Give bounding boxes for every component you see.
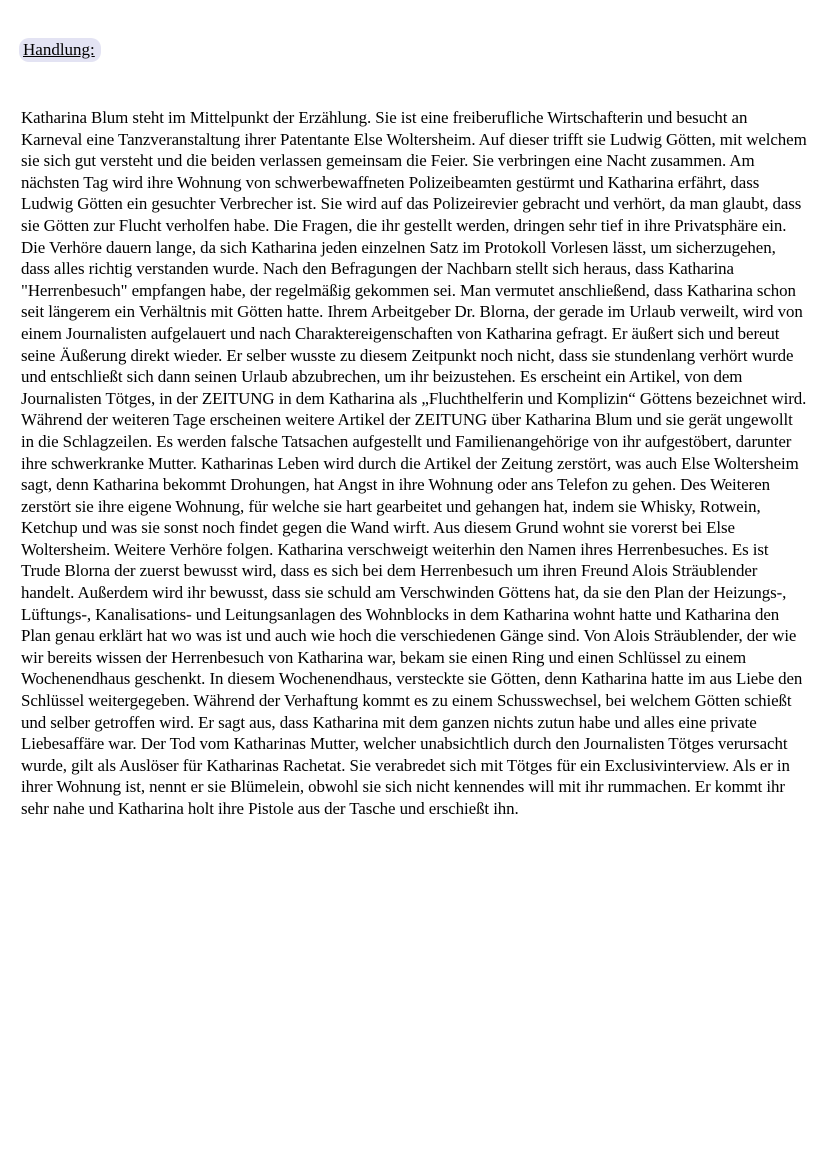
plot-summary-paragraph: Katharina Blum steht im Mittelpunkt der Erzählung. Sie ist eine freiberufliche Wirtschafterin und besucht an Karneval eine Tanzveranstaltung ihrer Patentante Else Woltersheim. Auf dieser trifft sie Ludwig Götten, mit welchem sie sich gut versteht und die beiden verlassen gemeinsam die Feier. Sie verbringen eine Nacht zusammen. Am nächsten Tag wird ihre Wohnung von schwerbewaffneten Polizeibeamten gestürmt und Katharina erfährt, dass Ludwig Götten ein gesuchter Verbrecher ist. Sie wird auf das Polizeirevier gebracht und verhört, da man glaubt, dass sie Götten zur Flucht verholfen habe. Die Fragen, die ihr gestellt werden, dringen sehr tief in ihre Privatsphäre ein. Die Verhöre dauern lange, da sich Katharina jeden einzelnen Satz im Protokoll Vorlesen lässt, um sicherzugehen, dass alles richtig verstanden wurde. Nach den Befragungen der Nachbarn stellt sich heraus, dass Katharina "Herrenbesuch" empfangen habe, der regelmäßig gekommen sei. Man vermutet anschließend, dass Katharina schon seit längerem ein Verhältnis mit Götten hatte. Ihrem Arbeitgeber Dr. Blorna, der gerade im Urlaub verweilt, wird von einem Journalisten aufgelauert und nach Charaktereigenschaften von Katharina gefragt. Er äußert sich und bereut seine Äußerung direkt wieder. Er selber wusste zu diesem Zeitpunkt noch nicht, dass sie stundenlang verhört wurde und entschließt sich dann seinen Urlaub abzubrechen, um ihr beizustehen. Es erscheint ein Artikel, von dem Journalisten Tötges, in der ZEITUNG in dem Katharina als „Fluchthelferin und Komplizin“ Göttens bezeichnet wird. Während der weiteren Tage erscheinen weitere Artikel der ZEITUNG über Katharina Blum und sie gerät ungewollt in die Schlagzeilen. Es werden falsche Tatsachen aufgestellt und Familienangehörige von ihr aufgestöbert, darunter ihre schwerkranke Mutter. Katharinas Leben wird durch die Artikel der Zeitung zerstört, was auch Else Woltersheim sagt, denn Katharina bekommt Drohungen, hat Angst in ihre Wohnung oder ans Telefon zu gehen. Des Weiteren zerstört sie ihre eigene Wohnung, für welche sie hart gearbeitet und gehangen hat, indem sie Whisky, Rotwein, Ketchup und was sie sonst noch findet gegen die Wand wirft. Aus diesem Grund wohnt sie vorerst bei Else Woltersheim. Weitere Verhöre folgen. Katharina verschweigt weiterhin den Namen ihres Herrenbesuches. Es ist Trude Blorna der zuerst bewusst wird, dass es sich bei dem Herrenbesuch um ihren Freund Alois Sträublender handelt. Außerdem wird ihr bewusst, dass sie schuld am Verschwinden Göttens hat, da sie den Plan der Heizungs-, Lüftungs-, Kanalisations- und Leitungsanlagen des Wohnblocks in dem Katharina wohnt hatte und Katharina den Plan genau erklärt hat wo was ist und auch wie hoch die verschiedenen Gänge sind. Von Alois Sträublender, der wie wir bereits wissen der Herrenbesuch von Katharina war, bekam sie einen Ring und einen Schlüssel zu einem Wochenendhaus geschenkt. In diesem Wochenendhaus, versteckte sie Götten, denn Katharina hatte im aus Liebe den Schlüssel weitergegeben. Während der Verhaftung kommt es zu einem Schusswechsel, bei welchem Götten schießt und selber getroffen wird. Er sagt aus, dass Katharina mit dem ganzen nichts zutun habe und alles eine private Liebesaffäre war. Der Tod vom Katharinas Mutter, welcher unabsichtlich durch den Journalisten Tötges verursacht wurde, gilt als Auslöser für Katharinas Rachetat. Sie verabredet sich mit Tötges für ein Exclusivinterview. Als er in ihrer Wohnung ist, nennt er sie Blümelein, obwohl sie sich nicht kennendes will mit ihr rummachen. Er kommt ihr sehr nahe und Katharina holt ihre Pistole aus der Tasche und erschießt ihn.	[21, 108, 807, 818]
section-heading: Handlung:	[19, 38, 101, 62]
